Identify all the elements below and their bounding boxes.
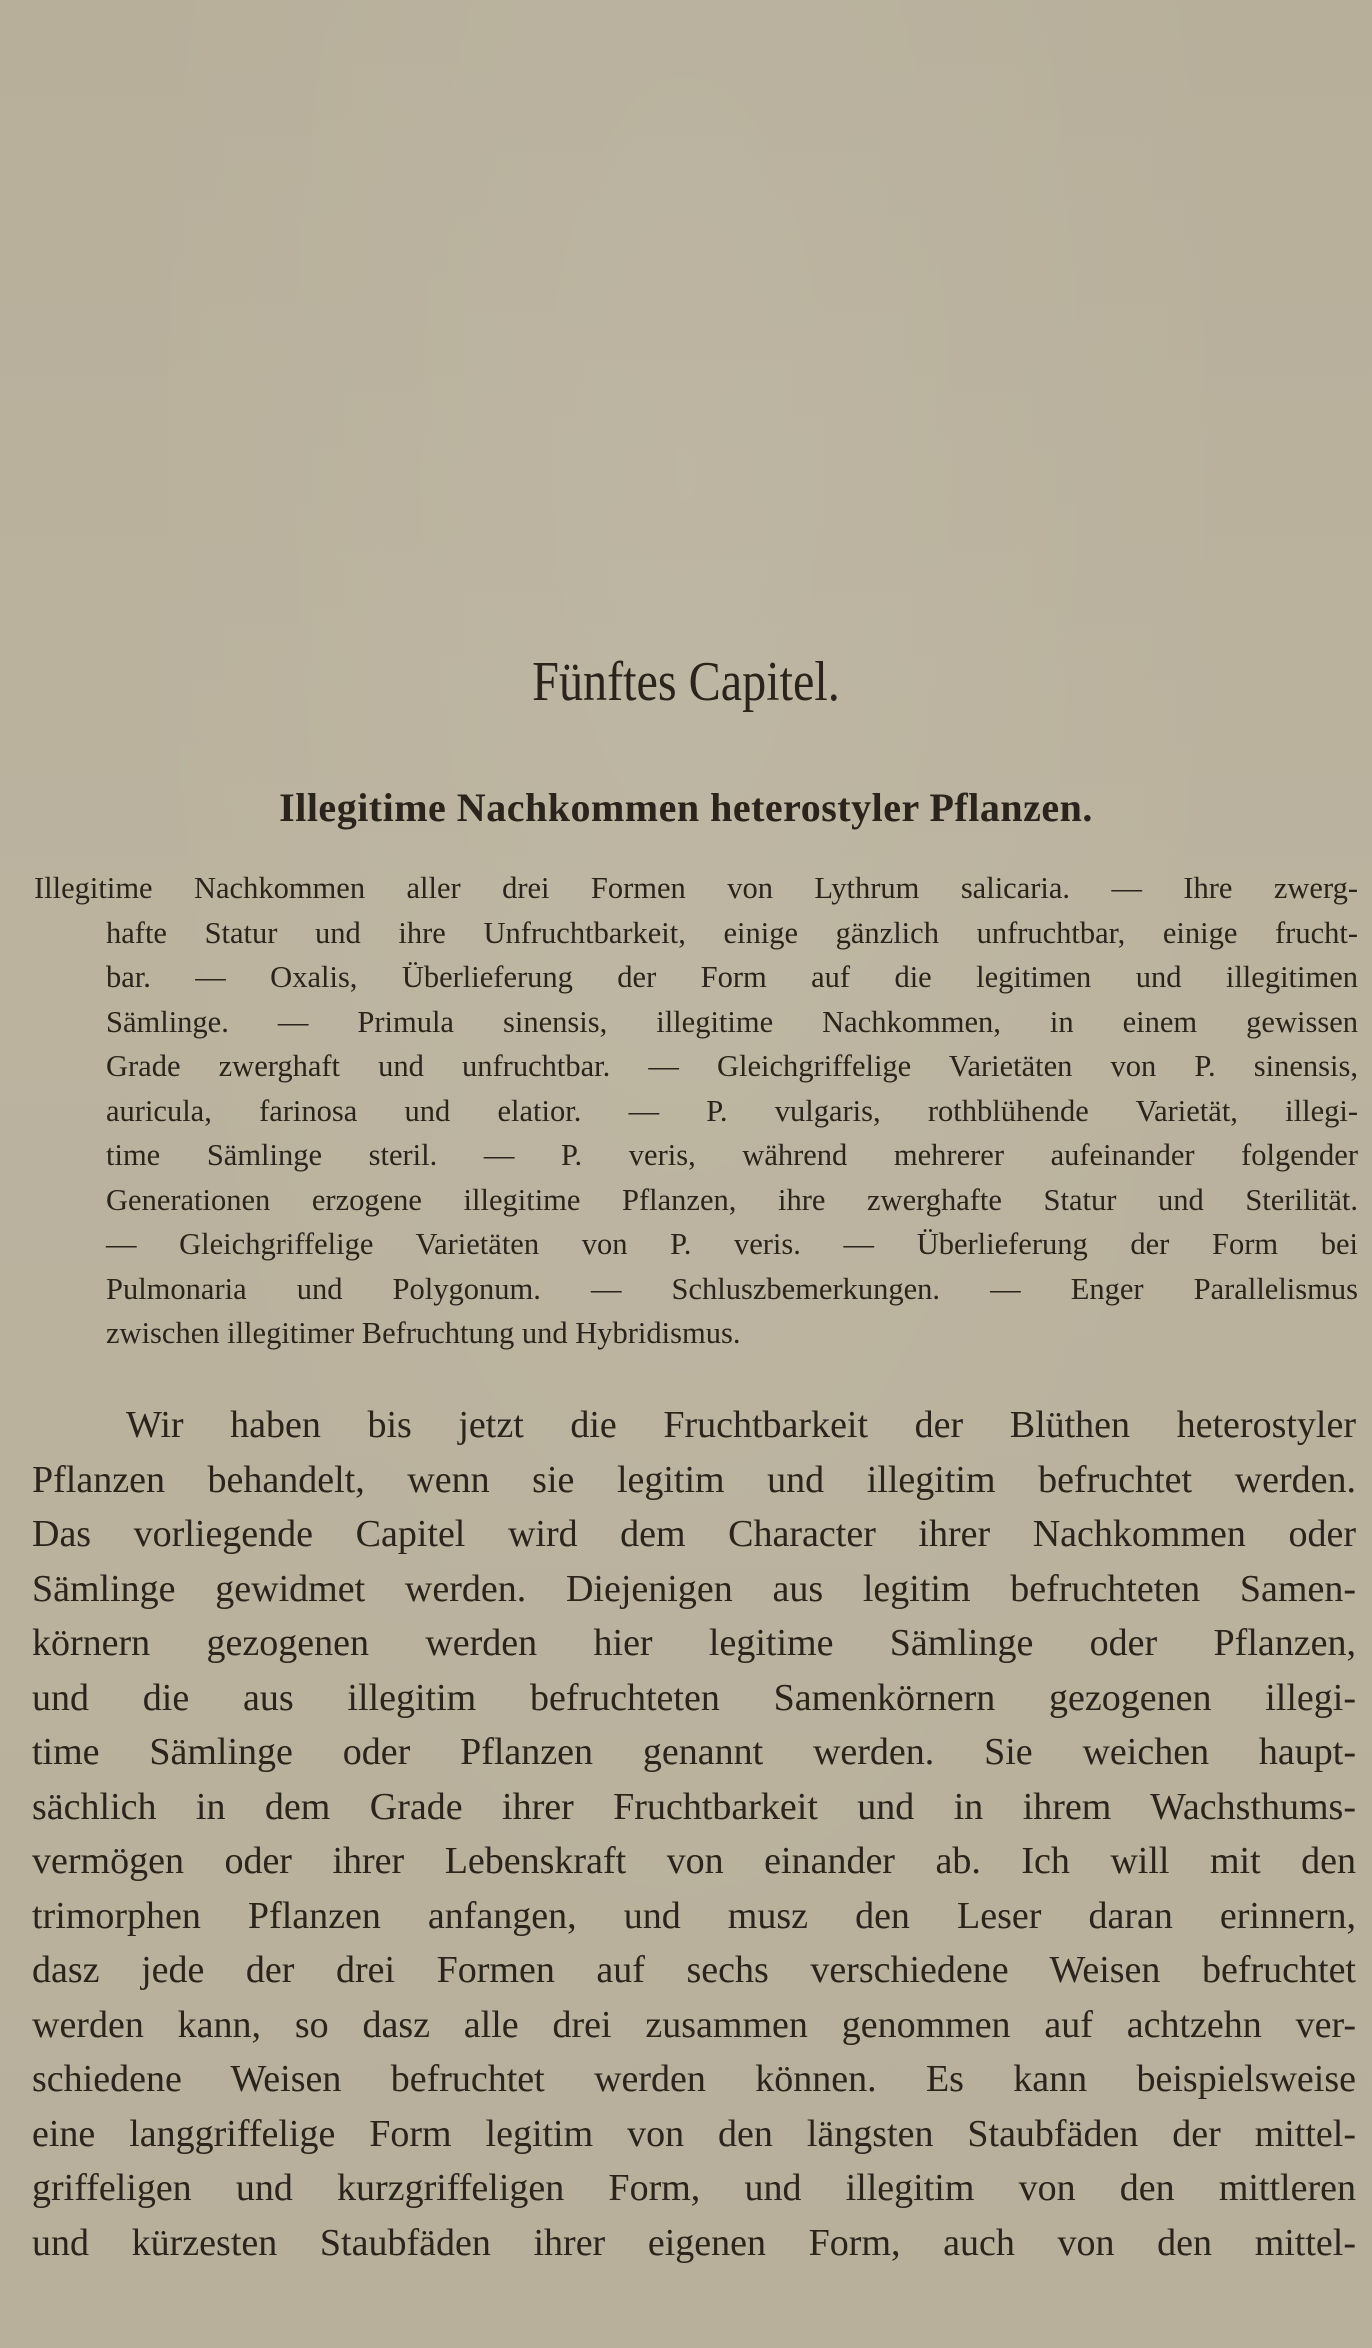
chapter-subtitle: Illegitime Nachkommen heterostyler Pflanzen. (279, 785, 1093, 830)
body-line: Wir haben bis jetzt die Fruchtbarkeit der Blüthen heterostyler (126, 1404, 1356, 1446)
body-line: Pflanzen behandelt, wenn sie legitim und illegitim befruchtet werden. (32, 1458, 1356, 1501)
body-line: griffeligen und kurzgriffeligen Form, und illegitim von den mittleren (32, 2167, 1356, 2209)
summary-line: Grade zwerghaft und unfruchtbar. — Gleichgriffelige Varietäten von P. sinensis, (106, 1049, 1358, 1083)
body-paragraph (32, 1398, 1356, 2270)
body-line: und kürzesten Staubfäden ihrer eigenen Form, auch von den mittel- (32, 2221, 1356, 2264)
body-line: trimorphen Pflanzen anfangen, und musz den Leser daran erinnern, (32, 1894, 1356, 1937)
body-line: dasz jede der drei Formen auf sechs verschiedene Weisen befruchtet (32, 1949, 1356, 1991)
summary-line: Generationen erzogene illegitime Pflanzen, ihre zwerghafte Statur und Sterilität. (106, 1182, 1358, 1217)
summary-line: Pulmonaria und Polygonum. — Schluszbemerkungen. — Enger Parallelismus (106, 1271, 1358, 1306)
chapter-title: Fünftes Capitel. (532, 651, 840, 713)
body-line: körnern gezogenen werden hier legitime Sämlinge oder Pflanzen, (32, 1622, 1356, 1664)
summary-line: zwischen illegitimer Befruchtung und Hybridismus. (106, 1316, 741, 1350)
summary-line: auricula, farinosa und elatior. — P. vulgaris, rothblühende Varietät, illegi- (106, 1093, 1358, 1128)
body-line: und die aus illegitim befruchteten Samenkörnern gezogenen illegi- (32, 1676, 1356, 1719)
body-line: Sämlinge gewidmet werden. Diejenigen aus legitim befruchteten Samen- (32, 1567, 1356, 1610)
body-line: werden kann, so dasz alle drei zusammen genommen auf achtzehn ver- (32, 2003, 1356, 2046)
summary-line: — Gleichgriffelige Varietäten von P. veris. — Überlieferung der Form bei (106, 1227, 1358, 1261)
summary-line: Sämlinge. — Primula sinensis, illegitime Nachkommen, in einem gewissen (106, 1004, 1358, 1039)
summary-line: Illegitime Nachkommen aller drei Formen von Lythrum salicaria. — Ihre zwerg- (34, 871, 1358, 905)
summary-line: time Sämlinge steril. — P. veris, während mehrerer aufeinander folgender (106, 1138, 1358, 1172)
body-line: time Sämlinge oder Pflanzen genannt werden. Sie weichen haupt- (32, 1731, 1356, 1773)
chapter-summary (34, 866, 1358, 1356)
summary-line: hafte Statur und ihre Unfruchtbarkeit, einige gänzlich unfruchtbar, einige frucht- (106, 915, 1358, 950)
body-line: schiedene Weisen befruchtet werden können. Es kann beispielsweise (32, 2058, 1356, 2100)
summary-line: bar. — Oxalis, Überlieferung der Form auf die legitimen und illegitimen (106, 960, 1358, 994)
body-line: eine langgriffelige Form legitim von den längsten Staubfäden der mittel- (32, 2112, 1356, 2155)
body-line: vermögen oder ihrer Lebenskraft von einander ab. Ich will mit den (32, 1840, 1356, 1882)
body-line: Das vorliegende Capitel wird dem Character ihrer Nachkommen oder (32, 1513, 1356, 1555)
body-line: sächlich in dem Grade ihrer Fruchtbarkeit und in ihrem Wachsthums- (32, 1785, 1356, 1828)
